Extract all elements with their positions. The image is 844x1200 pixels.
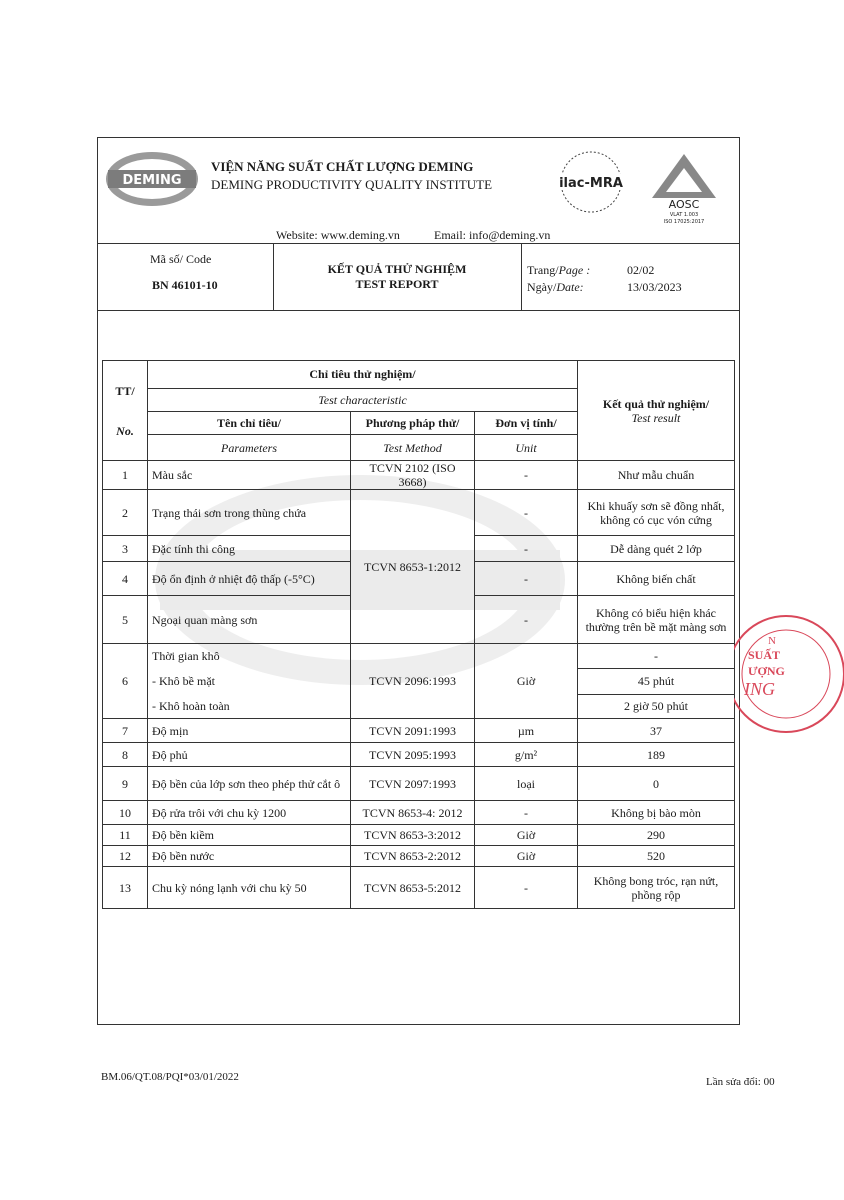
row-param: Ngoại quan màng sơn — [148, 596, 351, 644]
row-param: Độ ổn định ở nhiệt độ thấp (-5°C) — [148, 562, 351, 596]
row-method: TCVN 8653-4: 2012 — [351, 801, 475, 825]
row-unit: - — [475, 867, 578, 909]
row-param: - Khô bề mặt — [152, 674, 215, 688]
deming-logo — [104, 150, 200, 208]
date-label: Ngày/Date: — [527, 280, 584, 294]
row-result: 189 — [578, 743, 735, 767]
row-param: Độ rửa trôi với chu kỳ 1200 — [148, 801, 351, 825]
row-param: Màu sắc — [148, 461, 351, 490]
row-result: Không bị bào mòn — [578, 801, 735, 825]
row-no: 7 — [103, 719, 148, 743]
row-result: 0 — [578, 767, 735, 801]
row-method: TCVN 8653-1:2012 — [351, 490, 475, 644]
code-value: BN 46101-10 — [152, 278, 218, 292]
row-no: 6 — [103, 644, 148, 719]
row-param: Thời gian khô — [152, 649, 220, 663]
row-method: TCVN 2102 (ISO 3668) — [351, 461, 475, 490]
row-no: 4 — [103, 562, 148, 596]
row-unit: - — [475, 490, 578, 536]
row-unit: - — [475, 596, 578, 644]
row-param: Trạng thái sơn trong thùng chứa — [148, 490, 351, 536]
results-table — [102, 360, 735, 909]
row-result: Không biến chất — [578, 562, 735, 596]
form-code: BM.06/QT.08/PQI*03/01/2022 — [101, 1071, 239, 1083]
header-no-vi: TT/ — [115, 383, 135, 398]
row-no: 10 — [103, 801, 148, 825]
aosc-logo — [640, 150, 728, 226]
row-method: TCVN 2091:1993 — [351, 719, 475, 743]
stamp-text: N — [768, 635, 776, 647]
header-result — [578, 361, 735, 461]
row-result: Không bong tróc, rạn nứt, phồng rộp — [578, 867, 735, 909]
table-row — [103, 719, 735, 743]
row-method: TCVN 2096:1993 — [351, 644, 475, 719]
row-no: 8 — [103, 743, 148, 767]
row-unit: Giờ — [475, 825, 578, 846]
row-result: 290 — [578, 825, 735, 846]
stamp-text: ƯỢNG — [748, 664, 785, 678]
report-title-vi: KẾT QUẢ THỬ NGHIỆM — [327, 262, 467, 276]
row-param: Độ phủ — [148, 743, 351, 767]
revision: Lần sửa đổi: 00 — [706, 1076, 775, 1088]
table-row — [103, 801, 735, 825]
row-no: 9 — [103, 767, 148, 801]
row-unit: - — [475, 801, 578, 825]
table-row — [103, 461, 735, 490]
row-result: 2 giờ 50 phút — [578, 694, 735, 718]
institute-name-vi: VIỆN NĂNG SUẤT CHẤT LƯỢNG DEMING — [211, 159, 474, 174]
row-param: Chu kỳ nóng lạnh với chu kỳ 50 — [148, 867, 351, 909]
row-unit: Giờ — [475, 644, 578, 719]
row-unit: - — [475, 562, 578, 596]
header-param-en: Parameters — [148, 435, 351, 461]
row-no: 5 — [103, 596, 148, 644]
header-characteristic-en: Test characteristic — [148, 388, 578, 411]
red-stamp — [734, 612, 844, 736]
row-method: TCVN 8653-2:2012 — [351, 846, 475, 867]
row-unit: - — [475, 461, 578, 490]
table-row — [103, 767, 735, 801]
row-unit: g/m² — [475, 743, 578, 767]
row-result: Không có biểu hiện khác thường trên bề mặt màng sơn — [578, 596, 735, 644]
email: Email: info@deming.vn — [434, 228, 551, 242]
row-unit: µm — [475, 719, 578, 743]
table-row — [103, 644, 735, 669]
header-param-vi: Tên chỉ tiêu/ — [148, 412, 351, 435]
header-method-vi: Phương pháp thử/ — [351, 412, 475, 435]
header-result-en: Test result — [631, 410, 681, 425]
row-result: Dễ dàng quét 2 lớp — [578, 536, 735, 562]
website: Website: www.deming.vn — [276, 228, 400, 242]
row-no: 12 — [103, 846, 148, 867]
table-row — [103, 846, 735, 867]
row-param: Độ bền của lớp sơn theo phép thử cắt ô — [148, 767, 351, 801]
row-result: Như mẫu chuẩn — [578, 461, 735, 490]
row-no: 2 — [103, 490, 148, 536]
header-unit-en: Unit — [475, 435, 578, 461]
row-method: TCVN 8653-3:2012 — [351, 825, 475, 846]
header-no — [103, 361, 148, 461]
row-param: Đặc tính thi công — [148, 536, 351, 562]
row-result: Khi khuấy sơn sẽ đồng nhất, không có cục vón cứng — [578, 490, 735, 536]
row-method: TCVN 2097:1993 — [351, 767, 475, 801]
divider — [97, 243, 740, 244]
row-param-group — [148, 644, 351, 719]
row-result: 520 — [578, 846, 735, 867]
aosc-code: VLAT 1.003 — [669, 212, 699, 218]
header-method-en: Test Method — [351, 435, 475, 461]
institute-name-en: DEMING PRODUCTIVITY QUALITY INSTITUTE — [211, 177, 493, 192]
header-characteristic-vi: Chỉ tiêu thử nghiệm/ — [148, 361, 578, 389]
table-row — [103, 490, 735, 536]
date-value: 13/03/2023 — [627, 280, 682, 294]
row-unit: Giờ — [475, 846, 578, 867]
row-unit: - — [475, 536, 578, 562]
table-row — [103, 743, 735, 767]
aosc-text: AOSC — [668, 198, 700, 211]
table-row — [103, 867, 735, 909]
row-param: - Khô hoàn toàn — [152, 699, 230, 713]
row-param: Độ bền kiềm — [148, 825, 351, 846]
ilac-text: ilac-MRA — [559, 176, 623, 191]
divider — [521, 243, 522, 310]
divider — [97, 310, 740, 311]
logo-text: DEMING — [122, 173, 182, 188]
row-no: 13 — [103, 867, 148, 909]
stamp-text: ING — [744, 679, 775, 699]
report-title-en: TEST REPORT — [355, 277, 439, 291]
ilac-mra-logo — [552, 146, 630, 216]
code-label: Mã số/ Code — [150, 252, 212, 266]
header-no-en: No. — [116, 423, 134, 438]
row-result: 45 phút — [578, 669, 735, 694]
row-param: Độ mịn — [148, 719, 351, 743]
row-no: 11 — [103, 825, 148, 846]
header-result-vi: Kết quả thử nghiệm/ — [602, 396, 710, 411]
row-method: TCVN 2095:1993 — [351, 743, 475, 767]
row-result: 37 — [578, 719, 735, 743]
table-row — [103, 825, 735, 846]
stamp-text: SUẤT — [748, 648, 781, 662]
page-label: Trang/Page : — [527, 263, 591, 277]
row-method: TCVN 8653-5:2012 — [351, 867, 475, 909]
row-result: - — [578, 644, 735, 669]
row-no: 1 — [103, 461, 148, 490]
row-param: Độ bền nước — [148, 846, 351, 867]
page-value: 02/02 — [627, 263, 655, 277]
header-unit-vi: Đơn vị tính/ — [475, 412, 578, 435]
row-no: 3 — [103, 536, 148, 562]
aosc-iso: ISO 17025:2017 — [663, 219, 705, 225]
row-unit: loại — [475, 767, 578, 801]
